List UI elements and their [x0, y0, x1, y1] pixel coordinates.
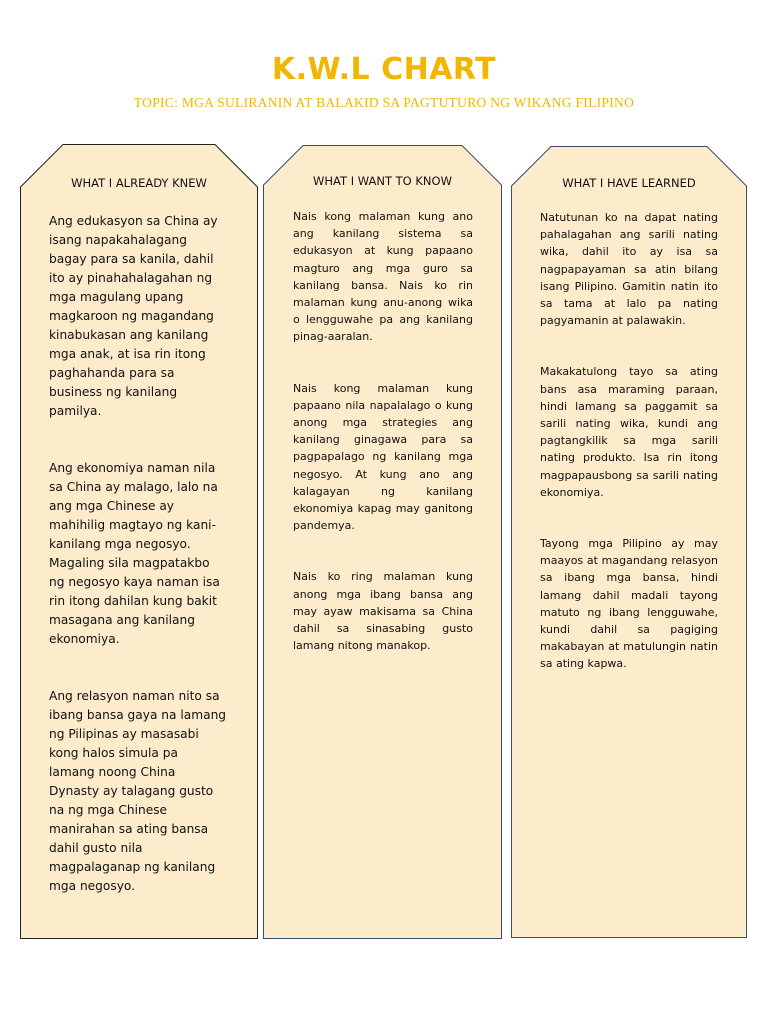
paragraph: Natutunan ko na dapat nating pahalagahan ang sarili nating wika, dahil ito ay isa sa nagpapayaman sa atin bilang isang Pilipino. Gamitin natin ito sa tama at lalo pa nating pagyamanin at palawakin.: [540, 211, 718, 328]
kwl-column-know: [20, 144, 258, 939]
paragraph: Ang relasyon naman nito sa ibang bansa gaya na lamang ng Pilipinas ay masasabi kong halos simula pa lamang noong China Dynasty ay talagang gusto na ng mga Chinese manirahan sa ating bansa dahil gusto nila magpalaganap ng kanilang mga negosyo.: [49, 689, 227, 893]
paragraph: Ang ekonomiya naman nila sa China ay malago, lalo na ang mga Chinese ay mahihilig magtayo ng kani-kanilang mga negosyo. Magaling sila magpatakbo ng negosyo kaya naman isa rin itong dahilan kung bakit masagana ang kanilang ekonomiya.: [49, 461, 220, 646]
paragraph: Makakatulong tayo sa ating bans asa maraming paraan, hindi lamang sa paggamit sa sarili nating wika, kundi ang pagtangkilik sa mga sarili nating produkto. Isa rin itong magpapausbong sa sarili nating ekonomiya.: [540, 365, 718, 499]
chart-topic: TOPIC: MGA SULIRANIN AT BALAKID SA PAGTUTURO NG WIKANG FILIPINO: [133, 95, 635, 110]
kwl-column-learned: [511, 146, 747, 938]
column-header-want: WHAT I WANT TO KNOW: [313, 174, 452, 188]
kwl-column-want: [263, 145, 502, 939]
paragraph: Tayong mga Pilipino ay may maayos at magandang relasyon sa ibang mga bansa, hindi lamang dahil madali tayong matuto ng ibang lengguwahe, kundi dahil sa pagiging makabayan at matulungin natin sa ating kapwa.: [540, 537, 718, 671]
column-body-learned: [540, 209, 718, 673]
paragraph: Nais ko ring malaman kung anong mga ibang bansa ang may ayaw makisama sa China dahil sa sinasabing gusto lamang nitong manakop.: [293, 570, 473, 653]
column-header-know: WHAT I ALREADY KNEW: [71, 176, 207, 190]
chart-title: K.W.L CHART: [271, 52, 497, 87]
paragraph: Ang edukasyon sa China ay isang napakahalagang bagay para sa kanila, dahil ito ay pinahahalagahan ng mga magulang upang magkaroon ng magandang kinabukasan ang kanilang mga anak, at isa rin itong paghahanda para sa business ng kanilang pamilya.: [49, 214, 218, 418]
column-body-know: [49, 212, 227, 896]
paragraph: Nais kong malaman kung ano ang kanilang sistema sa edukasyon at kung papaano magturo ang mga guro sa kanilang bansa. Nais ko rin malaman kung anu-anong wika o lengguwahe pa ang kanilang pinag-aaralan.: [293, 210, 473, 344]
column-header-learned: WHAT I HAVE LEARNED: [562, 176, 696, 190]
paragraph: Nais kong malaman kung papaano nila napalalago o kung anong mga strategies ang kanilang ginagawa para sa pagpapalago ng kanilang mga negosyo. At kung ano ang kalagayan ng kanilang ekonomiya kapag may ganitong pandemya.: [293, 381, 473, 533]
column-body-want: [293, 208, 473, 654]
